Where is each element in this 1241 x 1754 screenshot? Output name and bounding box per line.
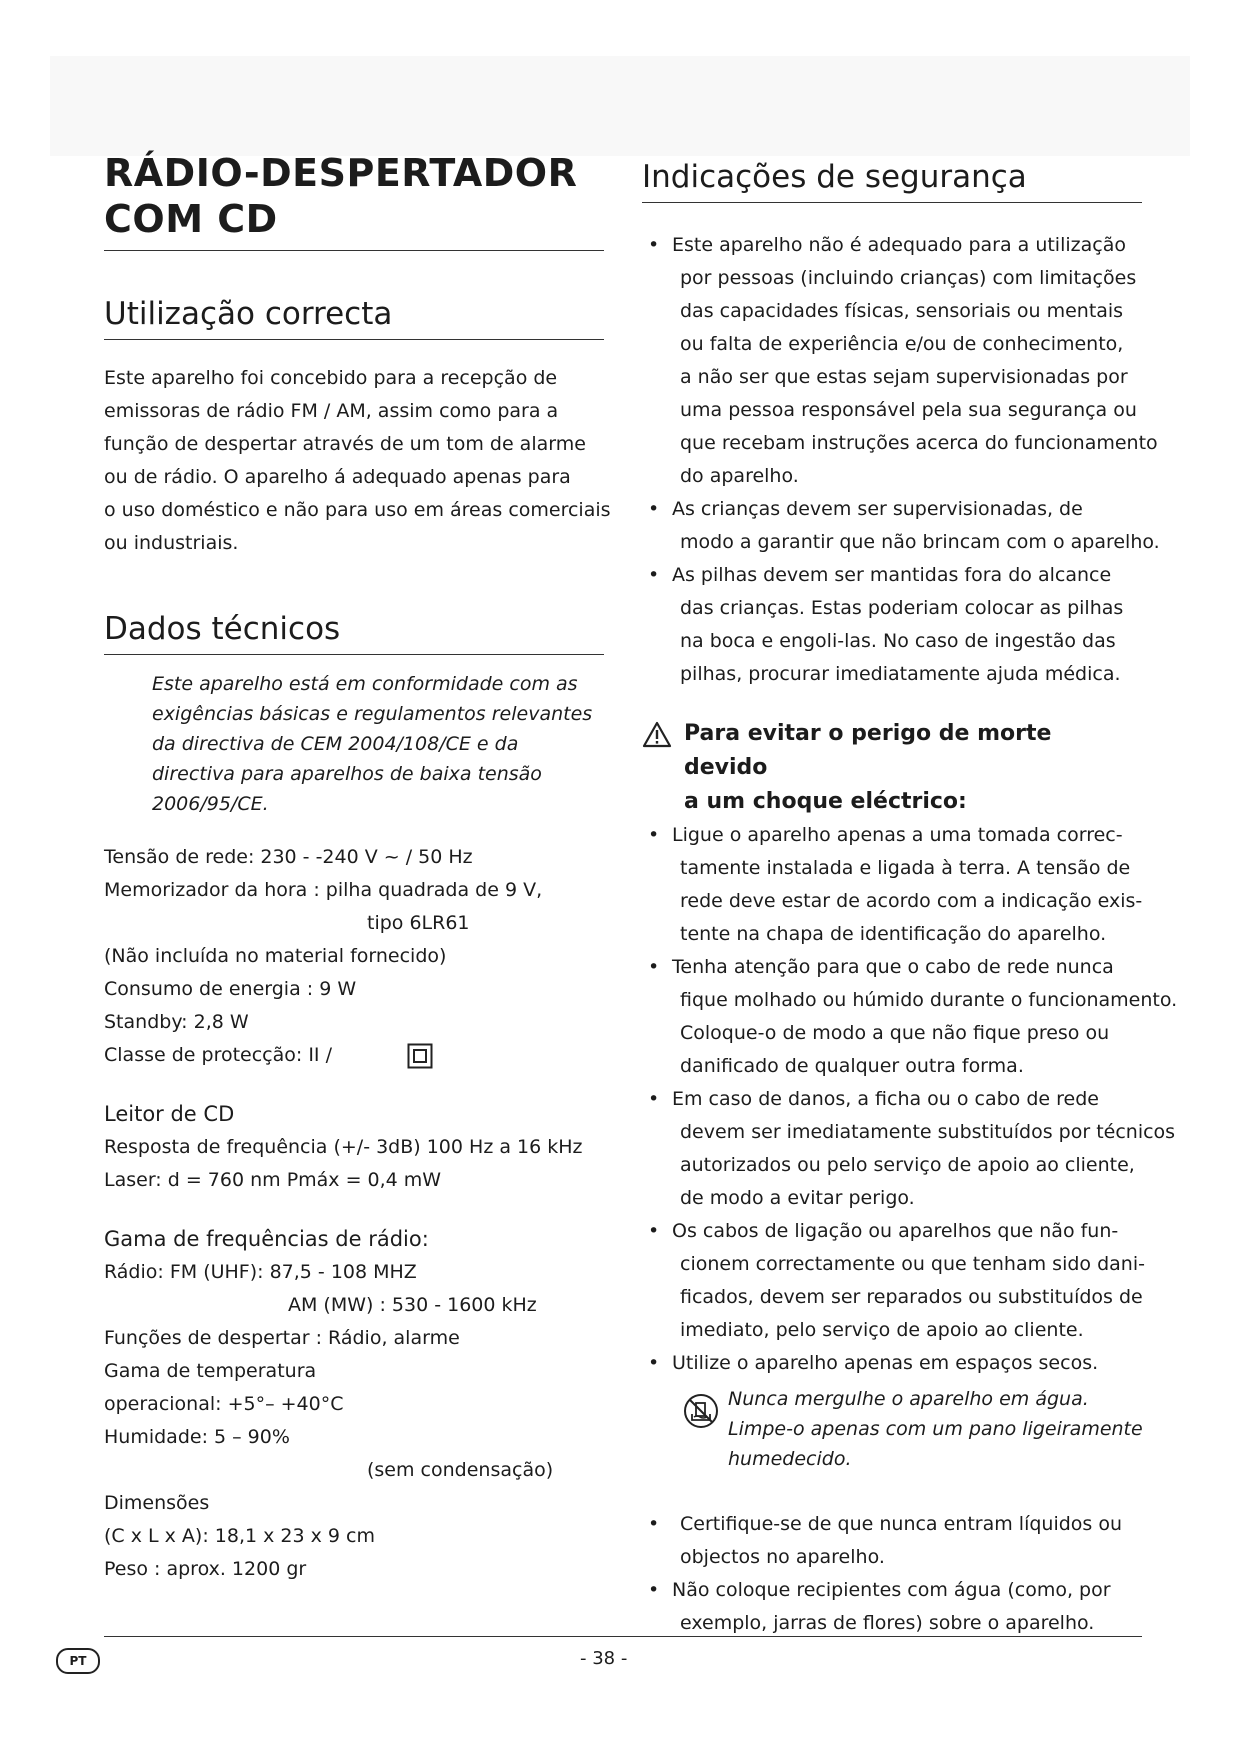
document-title-line: RÁDIO-DESPERTADOR: [104, 151, 578, 195]
list-item: • Os cabos de ligação ou aparelhos que não fun- cionem correctamente ou que tenham sido dani- ficados, devem ser reparados ou substituídos de imediato, pelo serviço de apoio ao cliente.: [648, 1220, 1145, 1341]
warning-triangle-icon: [642, 721, 672, 748]
language-badge: PT: [56, 1648, 100, 1674]
list-item: • As crianças devem ser supervisionadas, de modo a garantir que não brincam com o aparelho.: [648, 498, 1160, 553]
spec-line: Classe de protecção: II /: [104, 1044, 332, 1066]
no-immersion-icon: [682, 1392, 720, 1430]
text-line: o uso doméstico e não para uso em áreas comerciais: [104, 499, 611, 521]
text-line: Limpe-o apenas com um pano ligeiramente: [728, 1418, 1143, 1440]
spec-line: (C x L x A): 18,1 x 23 x 9 cm: [104, 1525, 375, 1547]
no-immersion-note: [682, 1384, 1142, 1474]
text-line: ou industriais.: [104, 532, 239, 554]
spec-line: (Não incluída no material fornecido): [104, 945, 447, 967]
spec-line: Funções de despertar : Rádio, alarme: [104, 1327, 460, 1349]
list-item: • Tenha atenção para que o cabo de rede nunca fique molhado ou húmido durante o funcionamento. Coloque-o de modo a que não fique preso ou danificado de qualquer outra forma.: [648, 956, 1178, 1077]
list-item: • Não coloque recipientes com água (como, por exemplo, jarras de flores) sobre o aparelho.: [648, 1579, 1111, 1634]
text-line: directiva para aparelhos de baixa tensão: [152, 763, 542, 785]
text-line: 2006/95/CE.: [152, 793, 269, 815]
spec-line: Humidade: 5 – 90%: [104, 1426, 290, 1448]
text-line: Nunca mergulhe o aparelho em água.: [728, 1388, 1089, 1410]
safety-list-liquids: [642, 1508, 1142, 1640]
double-insulation-icon: [407, 1043, 433, 1069]
warning-title-line: Para evitar o perigo de morte devido: [684, 721, 1052, 780]
list-item: • Em caso de danos, a ficha ou o cabo de rede devem ser imediatamente substituídos por técnicos autorizados ou pelo serviço de apoio ao cliente, de modo a evitar perigo.: [648, 1088, 1176, 1209]
list-item: • Utilize o aparelho apenas em espaços secos.: [648, 1352, 1099, 1374]
right-column: [642, 158, 1178, 1640]
warning-title-line: a um choque eléctrico:: [684, 789, 967, 814]
page-number: - 38 -: [580, 1648, 628, 1669]
spec-line: operacional: +5°– +40°C: [104, 1393, 344, 1415]
text-line: exigências básicas e regulamentos relevantes: [152, 703, 593, 725]
spec-line: Gama de temperatura: [104, 1360, 317, 1382]
spec-line: (sem condensação): [367, 1459, 554, 1481]
protection-class-line: [104, 1039, 604, 1072]
spec-line: Laser: d = 760 nm Pmáx = 0,4 mW: [104, 1169, 442, 1191]
safety-list-general: [642, 229, 1160, 691]
radio-block: [104, 1223, 604, 1586]
text-line: humedecido.: [728, 1448, 852, 1470]
warning-title: [684, 717, 1142, 819]
list-item: • Certifique-se de que nunca entram líquidos ou objectos no aparelho.: [648, 1513, 1123, 1568]
spec-line: Standby: 2,8 W: [104, 1011, 249, 1033]
conformity-note: [152, 669, 604, 819]
document-title: [104, 150, 604, 251]
text-line: função de despertar através de um tom de alarme: [104, 433, 586, 455]
text-line: da directiva de CEM 2004/108/CE e da: [152, 733, 519, 755]
spec-line: AM (MW) : 530 - 1600 kHz: [288, 1294, 537, 1316]
spec-line: Peso : aprox. 1200 gr: [104, 1558, 307, 1580]
left-column: [104, 150, 611, 1586]
footer-divider: [104, 1636, 1142, 1637]
power-specs: [104, 841, 604, 1072]
spec-line: Consumo de energia : 9 W: [104, 978, 357, 1000]
text-line: Este aparelho está em conformidade com as: [152, 673, 578, 695]
use-paragraph: [104, 362, 611, 560]
text-line: Este aparelho foi concebido para a recepção de: [104, 367, 558, 389]
cd-player-block: [104, 1098, 604, 1197]
spec-line: Dimensões: [104, 1492, 210, 1514]
spec-line: tipo 6LR61: [367, 912, 470, 934]
spec-line: Memorizador da hora : pilha quadrada de 9 V,: [104, 879, 543, 901]
spec-line: Resposta de frequência (+/- 3dB) 100 Hz a 16 kHz: [104, 1136, 583, 1158]
safety-list-electric: [642, 819, 1178, 1380]
cd-player-title: Leitor de CD: [104, 1102, 235, 1126]
list-item: • As pilhas devem ser mantidas fora do alcance das crianças. Estas poderiam colocar as pilhas na boca e engoli-las. No caso de ingestão das pilhas, procurar imediatamente ajuda médica.: [648, 564, 1124, 685]
list-item: • Ligue o aparelho apenas a uma tomada correc- tamente instalada e ligada à terra. A tensão de rede deve estar de acordo com a indicação exis- tente na chapa de identificação do aparelho.: [648, 824, 1143, 945]
list-item: • Este aparelho não é adequado para a utilização por pessoas (incluindo crianças) com limitações das capacidades físicas, sensoriais ou mentais ou falta de experiência e/ou de conhecimento, a não ser que estas sejam supervisionadas por uma pessoa responsável pela sua segurança ou que recebam instruções acerca do funcionamento do aparelho.: [648, 234, 1158, 487]
tech-section-title: Dados técnicos: [104, 610, 604, 655]
text-line: ou de rádio. O aparelho á adequado apenas para: [104, 466, 571, 488]
electric-shock-warning: [642, 717, 1142, 819]
radio-title: Gama de frequências de rádio:: [104, 1227, 429, 1251]
document-title-line: COM CD: [104, 197, 278, 241]
spec-line: Tensão de rede: 230 - -240 V ~ / 50 Hz: [104, 846, 473, 868]
safety-section-title: Indicações de segurança: [642, 158, 1142, 203]
use-section-title: Utilização correcta: [104, 295, 604, 340]
text-line: emissoras de rádio FM / AM, assim como para a: [104, 400, 559, 422]
header-band: [50, 56, 1190, 156]
spec-line: Rádio: FM (UHF): 87,5 - 108 MHZ: [104, 1261, 417, 1283]
